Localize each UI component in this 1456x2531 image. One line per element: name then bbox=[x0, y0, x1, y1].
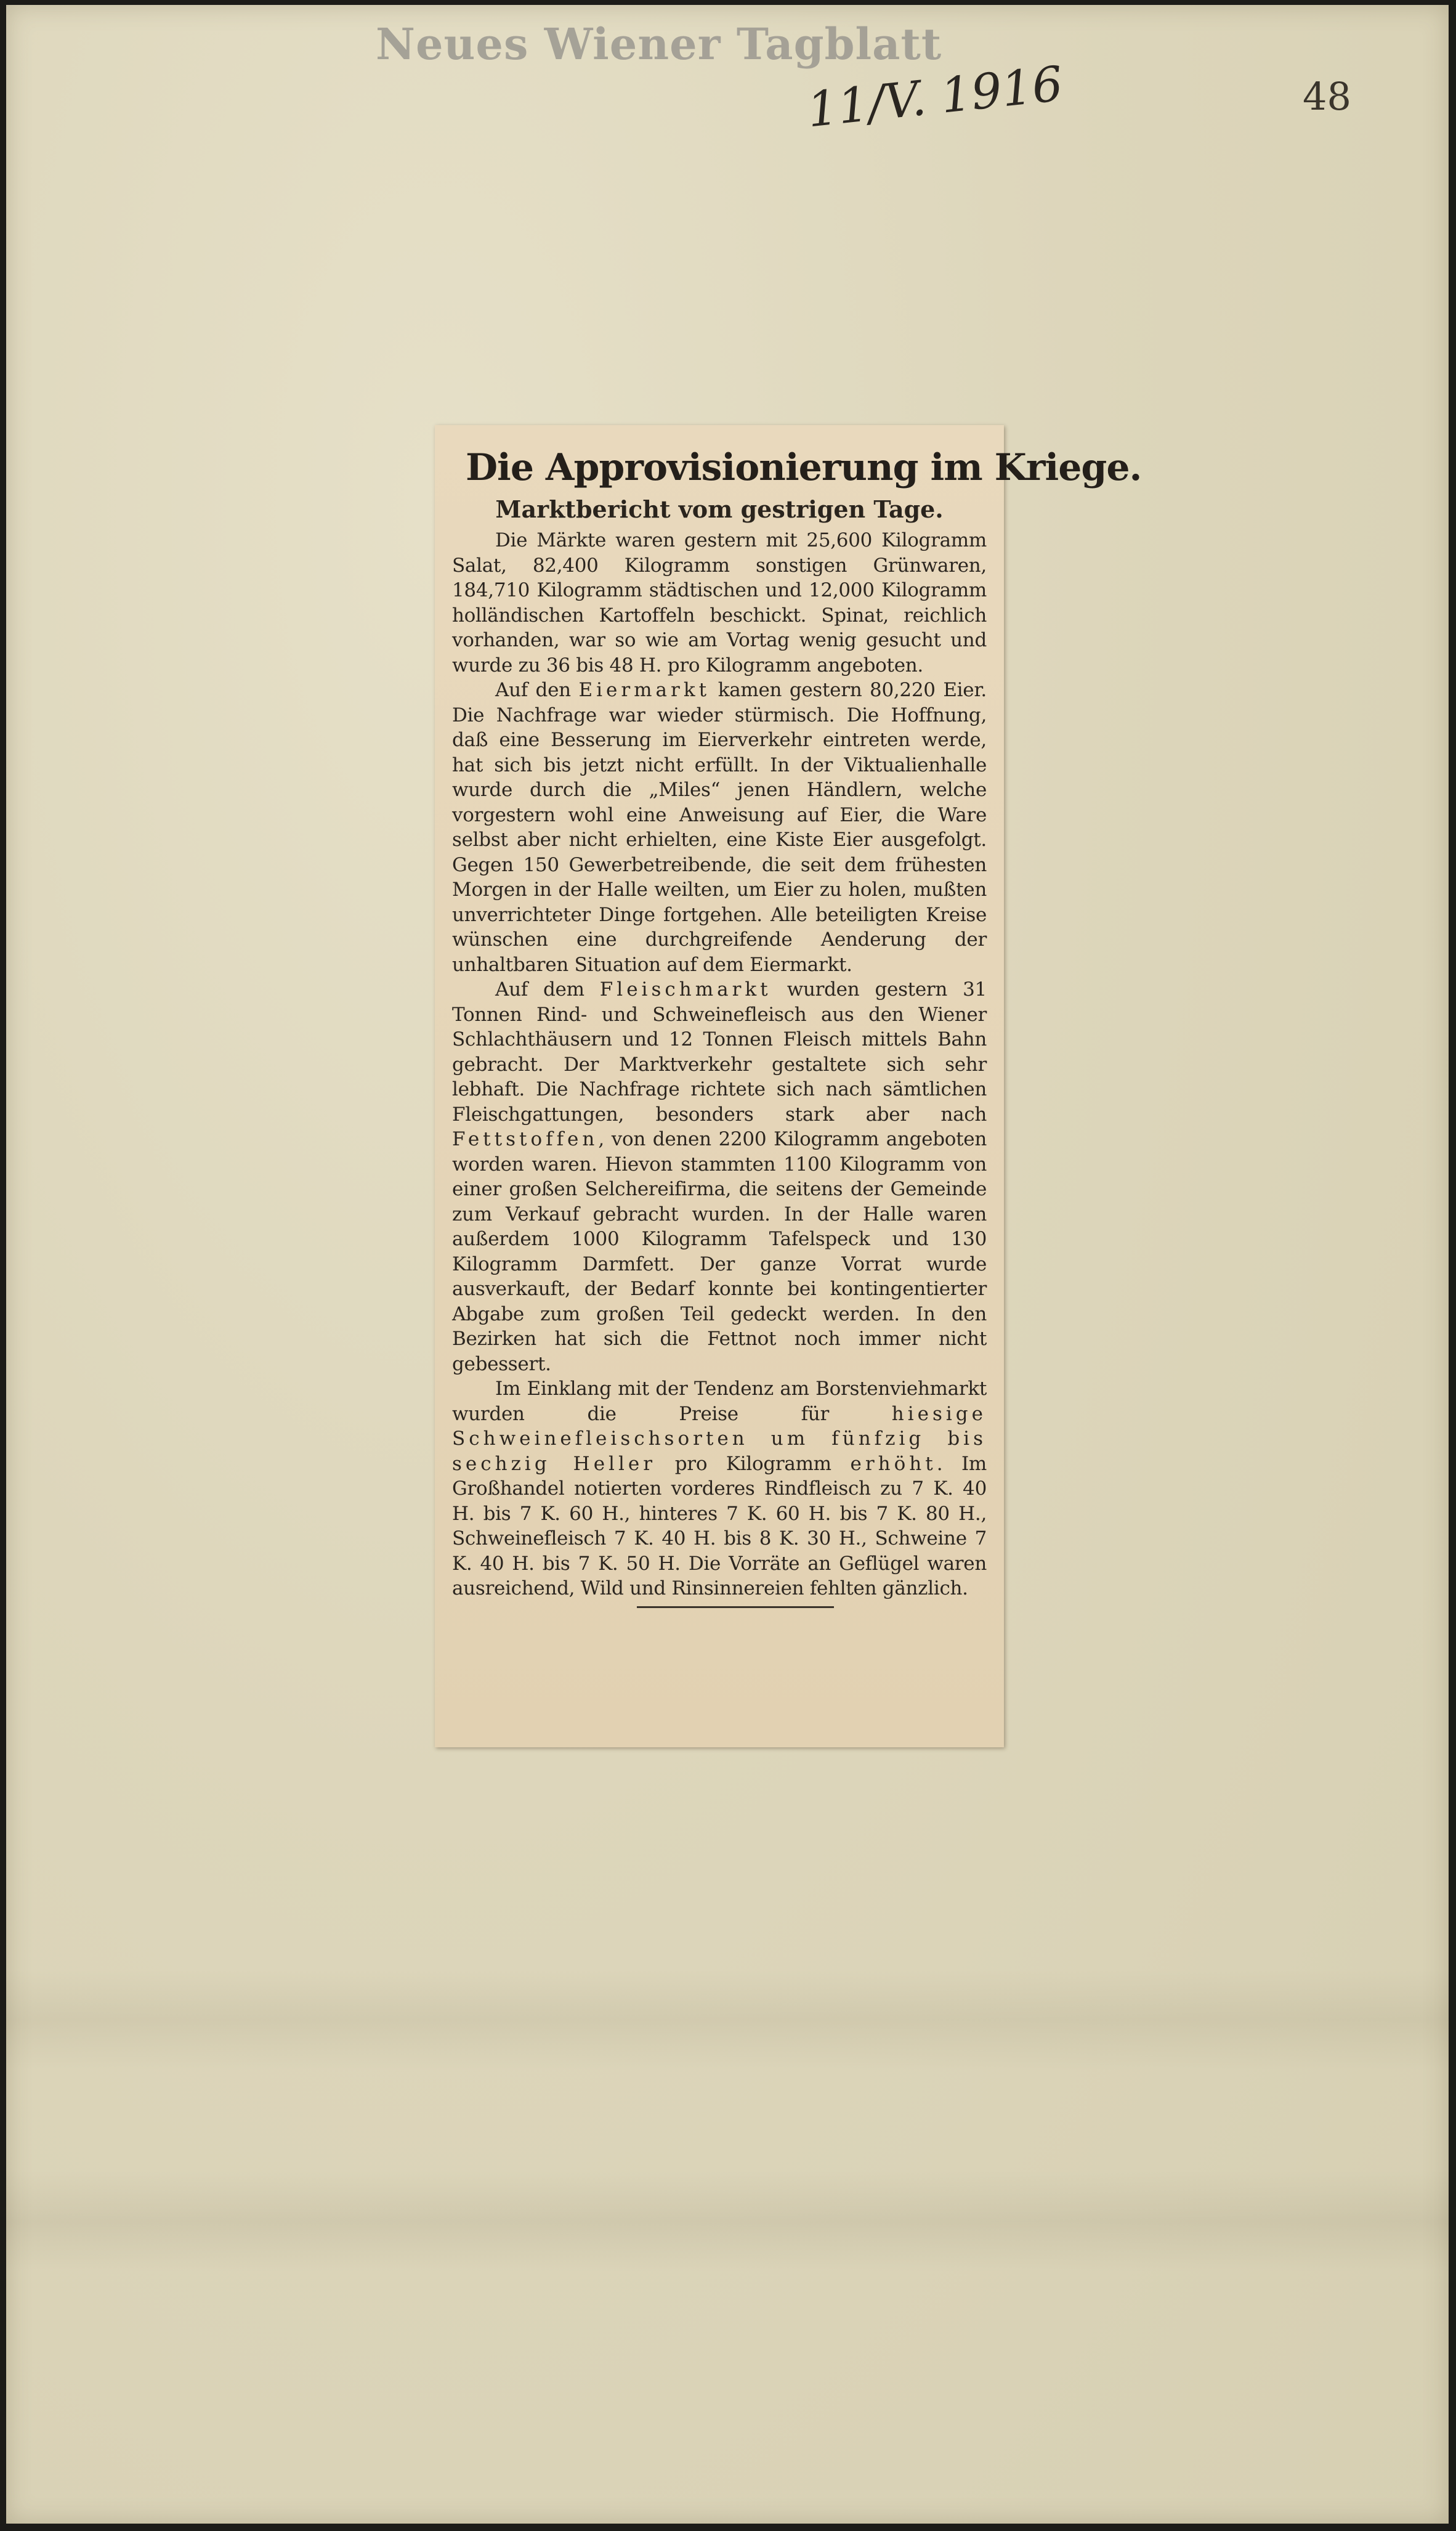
text-run: wurden gestern 31 Tonnen Rind- und Schweinefleisch aus den Wiener Schlachthäusern und 12 Tonnen Fleisch mittels Bahn gebracht. Der Marktverkehr gestaltete sich sehr lebhaft. Die Nachfrage richtete sich nach sämtlichen Fleischgattungen, besonders stark aber nach bbox=[452, 978, 987, 1126]
newspaper-clipping bbox=[435, 425, 1142, 1747]
paragraph-vegetables: Die Märkte waren gestern mit 25,600 Kilogramm Salat, 82,400 Kilogramm sonstigen Grünwaren, 184,710 Kilogramm städtischen und 12,000 Kilogramm holländischen Kartoffeln beschickt. Spinat, reichlich vorhanden, war so wie am Vortag wenig gesucht und wurde zu 36 bis 48 H. pro Kilogramm angeboten. bbox=[452, 529, 987, 676]
spaced-term: hiesige Schweinefleischsorten um fünfzig bis sechzig Heller bbox=[452, 1402, 987, 1475]
article-subtitle: Marktbericht vom gestrigen Tage. bbox=[495, 495, 944, 523]
spaced-term: erhöht bbox=[850, 1452, 937, 1475]
text-run: pro Kilogramm bbox=[656, 1452, 851, 1475]
text-run: . Im Großhandel notierten vorderes Rindfleisch zu 7 K. 40 H. bis 7 K. 60 H., hinteres 7 K. 60 H. bis 7 K. 80 H., Schweinefleisch 7 K. 40 H. bis 8 K. 30 H., Schweine 7 K. 40 H. bis 7 K. 50 H. Die Vorräte an Geflügel waren ausreichend, Wild und Rinsinnereien fehlten gänzlich. bbox=[452, 1452, 987, 1599]
paragraph-prices bbox=[452, 1376, 987, 1601]
text-run: Auf den bbox=[495, 679, 579, 701]
spaced-term: Fettstoffen bbox=[452, 1128, 599, 1150]
spaced-term: Eiermarkt bbox=[578, 679, 711, 701]
handwritten-date: 11/V. 1916 bbox=[804, 56, 1066, 139]
paragraph-eggs bbox=[452, 678, 987, 977]
page-number: 48 bbox=[1303, 74, 1351, 119]
archive-sheet bbox=[6, 5, 1449, 2524]
newspaper-stamp: Neues Wiener Tagblatt bbox=[376, 18, 942, 70]
text-run: Im Einklang mit der Tendenz am Borstenviehmarkt wurden die Preise für bbox=[452, 1378, 987, 1425]
text-run: Auf dem bbox=[495, 978, 600, 1001]
text-run: kamen gestern 80,220 Eier. Die Nachfrage war wieder stürmisch. Die Hoffnung, daß eine Besserung im Eierverkehr eintreten werde, hat sich bis jetzt nicht erfüllt. In der Viktualienhalle wurde durch die „Miles“ jenen Händlern, welche vorgestern wohl eine Anweisung auf Eier, die Ware selbst aber nicht erhielten, eine Kiste Eier ausgefolgt. Gegen 150 Gewerbetreibende, die seit dem frühesten Morgen in der Halle weilten, um Eier zu holen, mußten unverrichteter Dinge fortgehen. Alle beteiligten Kreise wünschen eine durchgreifende Aenderung der unhaltbaren Situation auf dem Eiermarkt. bbox=[452, 679, 987, 976]
spaced-term: Fleischmarkt bbox=[599, 978, 772, 1001]
end-rule bbox=[637, 1606, 834, 1608]
paragraph-meat bbox=[452, 977, 987, 1376]
article-title: Die Approvisionierung im Kriege. bbox=[466, 446, 1142, 489]
text-run: , von denen 2200 Kilogramm angeboten worden waren. Hievon stammten 1100 Kilogramm von einer großen Selchereifirma, die seitens der Gemeinde zum Verkauf gebracht wurden. In der Halle waren außerdem 1000 Kilogramm Tafelspeck und 130 Kilogramm Darmfett. Der ganze Vorrat wurde ausverkauft, der Bedarf konnte bei kontingentierter Abgabe zum großen Teil gedeckt werden. In den Bezirken hat sich die Fettnot noch immer nicht gebessert. bbox=[452, 1128, 987, 1375]
